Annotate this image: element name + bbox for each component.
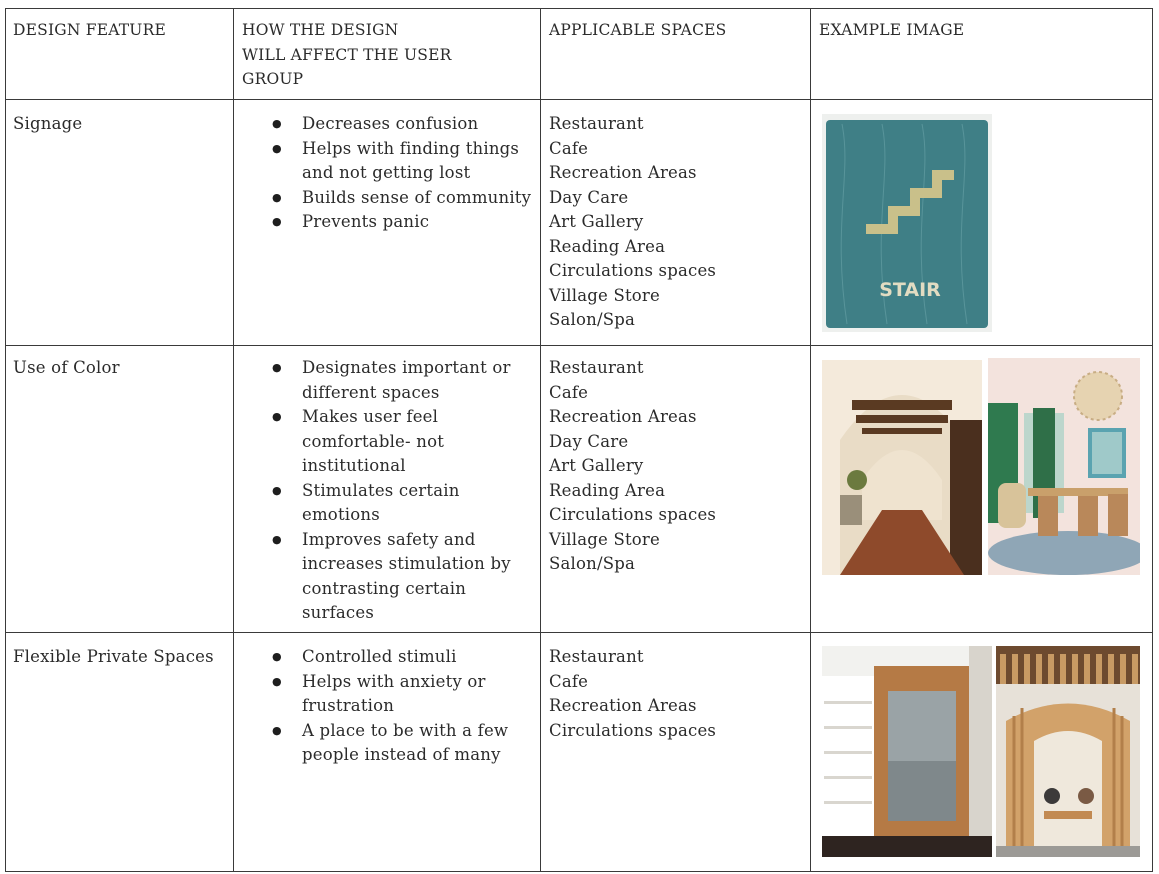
table-rule (5, 99, 1153, 100)
table-rule (233, 8, 234, 872)
room-divider-image (822, 646, 992, 857)
list-item: Day Care (549, 431, 629, 451)
table-rule (1152, 8, 1153, 872)
stair-sign-image (822, 114, 992, 332)
list-item: Restaurant (549, 114, 644, 133)
list-item: ● Makes user feel comfortable- not institutional (272, 405, 537, 479)
list-item: ● Prevents panic (272, 210, 537, 235)
list-item: Recreation Areas (549, 696, 697, 715)
table-rule (5, 345, 1153, 346)
design-feature-table (5, 8, 1153, 872)
header-line: HOW THE DESIGN (242, 21, 399, 39)
list-item: Restaurant (549, 358, 644, 377)
sign-text: STAIR (879, 279, 941, 301)
list-item: ● Designates important or different spaces (272, 356, 537, 405)
effects-list (272, 112, 537, 235)
list-item: Village Store (549, 285, 660, 305)
list-item: Circulations spaces (549, 505, 717, 524)
list-item: Village Store (549, 529, 660, 549)
list-item: ● Decreases confusion (272, 112, 537, 137)
header-how-affect (242, 18, 451, 92)
effects-list (272, 645, 537, 768)
header-applicable-spaces: APPLICABLE SPACES (549, 21, 727, 39)
table-rule (540, 8, 541, 872)
effects-list (272, 356, 537, 626)
header-example-image: EXAMPLE IMAGE (819, 21, 965, 39)
list-item: Salon/Spa (549, 554, 636, 573)
list-item: ● Controlled stimuli (272, 645, 537, 670)
list-item: Cafe (549, 138, 589, 158)
list-item: Salon/Spa (549, 310, 636, 329)
list-item: ● Helps with finding things and not getting lost (272, 137, 537, 186)
spaces-list (549, 356, 716, 577)
list-item: Reading Area (549, 236, 666, 256)
list-item: Restaurant (549, 647, 644, 666)
spaces-list (549, 112, 716, 333)
dining-room-image (988, 358, 1140, 575)
list-item: Recreation Areas (549, 407, 697, 426)
feature-cell: Flexible Private Spaces (13, 647, 214, 666)
table-rule (5, 632, 1153, 633)
list-item: ● A place to be with a few people instead of many (272, 719, 537, 768)
spaces-list (549, 645, 716, 743)
list-item: Cafe (549, 382, 589, 402)
header-line: GROUP (242, 70, 304, 88)
feature-cell: Use of Color (13, 358, 120, 377)
list-item: ● Improves safety and increases stimulation by contrasting certain surfaces (272, 528, 537, 626)
table-rule (5, 871, 1153, 872)
list-item: Cafe (549, 671, 589, 691)
list-item: ● Builds sense of community (272, 186, 537, 211)
list-item: Art Gallery (549, 212, 644, 231)
list-item: Reading Area (549, 480, 666, 500)
list-item: Circulations spaces (549, 261, 717, 280)
list-item: Circulations spaces (549, 720, 717, 740)
table-rule (810, 8, 811, 872)
list-item: Day Care (549, 187, 629, 207)
pod-seating-image (996, 646, 1140, 857)
header-line: WILL AFFECT THE USER (242, 45, 452, 64)
list-item: Art Gallery (549, 456, 644, 475)
list-item: ● Helps with anxiety or frustration (272, 670, 537, 719)
list-item: Recreation Areas (549, 163, 697, 182)
table-rule (5, 8, 1153, 9)
arched-hallway-image (822, 360, 982, 575)
list-item: ● Stimulates certain emotions (272, 479, 537, 528)
header-design-feature: DESIGN FEATURE (13, 21, 166, 39)
table-rule (5, 8, 6, 872)
feature-cell: Signage (13, 114, 83, 133)
stair-sign-graphic (822, 114, 992, 332)
